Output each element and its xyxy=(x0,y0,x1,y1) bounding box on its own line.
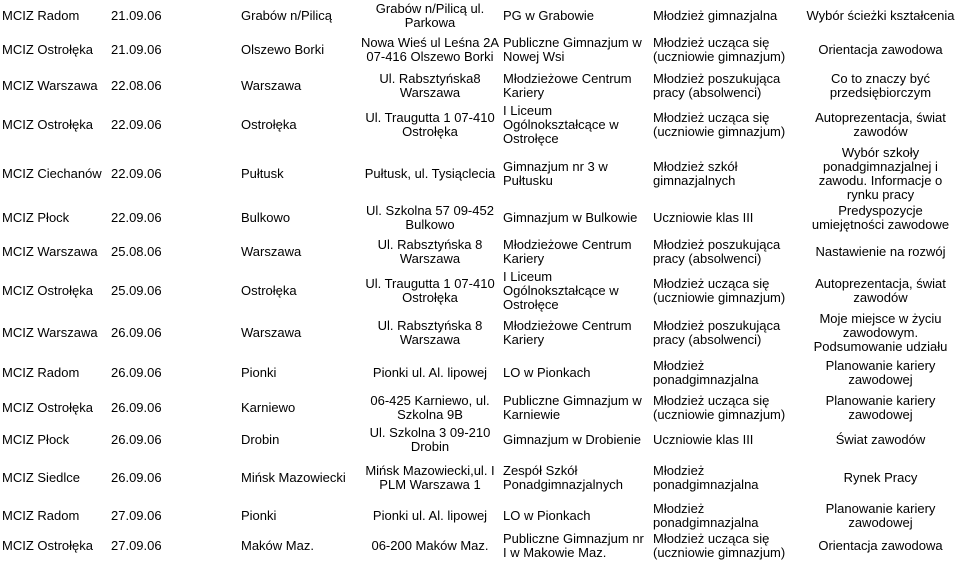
school-cell: Młodzieżowe Centrum Kariery xyxy=(503,318,632,347)
table-row xyxy=(0,146,960,202)
date-cell: 22.08.06 xyxy=(111,77,162,93)
organizer-cell: MCIZ Ciechanów xyxy=(2,166,102,181)
address-cell: Ul. Traugutta 1 07-410 Ostrołęka xyxy=(365,276,495,305)
address-cell: Ul. Rabsztyńska8 Warszawa xyxy=(379,70,481,100)
address-cell: Pułtusk, ul. Tysiąclecia xyxy=(364,166,496,181)
school-cell: Gimnazjum nr 3 w Pułtusku xyxy=(503,159,608,188)
organizer-cell: MCIZ Warszawa xyxy=(2,77,98,93)
group-cell: Młodzież ponadgimnazjalna xyxy=(653,358,759,387)
group-cell: Młodzież ponadgimnazjalna xyxy=(653,501,759,530)
school-cell: PG w Grabowie xyxy=(503,8,595,23)
date-cell: 22.09.06 xyxy=(111,166,162,181)
date-cell: 26.09.06 xyxy=(111,470,162,485)
group-cell: Młodzież ucząca się (uczniowie gimnazjum) xyxy=(653,532,786,560)
table-row xyxy=(0,354,960,392)
table-row xyxy=(0,312,960,354)
group-cell: Młodzież poszukująca pracy (absolwenci) xyxy=(653,70,781,100)
organizer-cell: MCIZ Radom xyxy=(2,8,80,23)
topic-cell: Planowanie kariery zawodowej xyxy=(825,393,936,422)
address-cell: Ul. Rabsztyńska 8 Warszawa xyxy=(377,236,483,266)
group-cell: Młodzież ponadgimnazjalna xyxy=(653,463,759,492)
school-cell: Młodzieżowe Centrum Kariery xyxy=(503,236,632,266)
school-cell: Gimnazjum w Bulkowie xyxy=(503,209,638,225)
town-cell: Bulkowo xyxy=(241,209,291,225)
town-cell: Warszawa xyxy=(241,243,302,259)
organizer-cell: MCIZ Ostrołęka xyxy=(2,117,94,132)
address-cell: Pionki ul. Al. lipowej xyxy=(372,508,488,523)
address-cell: Ul. Szkolna 3 09-210 Drobin xyxy=(369,425,491,454)
school-cell: Publiczne Gimnazjum w Karniewie xyxy=(503,393,642,422)
table-row xyxy=(0,532,960,560)
topic-cell: Świat zawodów xyxy=(835,432,926,447)
date-cell: 21.09.06 xyxy=(111,8,162,23)
organizer-cell: MCIZ Ostrołęka xyxy=(2,538,94,553)
topic-cell: Predyspozycje umiejętności zawodowe xyxy=(811,202,950,232)
organizer-cell: MCIZ Radom xyxy=(2,508,80,523)
school-cell: Publiczne Gimnazjum w Nowej Wsi xyxy=(503,34,642,64)
topic-cell: Wybór ścieżki kształcenia xyxy=(806,8,955,23)
town-cell: Ostrołęka xyxy=(241,283,297,298)
organizer-cell: MCIZ Ostrołęka xyxy=(2,400,94,415)
address-cell: Nowa Wieś ul Leśna 2A 07-416 Olszewo Borki xyxy=(361,34,500,64)
topic-cell: Planowanie kariery zawodowej xyxy=(825,501,936,530)
group-cell: Młodzież ucząca się (uczniowie gimnazjum) xyxy=(653,34,786,64)
address-cell: 06-425 Karniewo, ul. Szkolna 9B xyxy=(370,393,490,422)
topic-cell: Planowanie kariery zawodowej xyxy=(825,358,936,387)
table-row xyxy=(0,0,960,32)
topic-cell: Orientacja zawodowa xyxy=(818,41,943,57)
school-cell: Młodzieżowe Centrum Kariery xyxy=(503,70,632,100)
town-cell: Maków Maz. xyxy=(241,538,314,553)
group-cell: Młodzież ucząca się (uczniowie gimnazjum) xyxy=(653,110,786,139)
group-cell: Młodzież ucząca się (uczniowie gimnazjum) xyxy=(653,276,786,305)
date-cell: 22.09.06 xyxy=(111,117,162,132)
school-cell: Publiczne Gimnazjum nr I w Makowie Maz. xyxy=(503,532,644,560)
table-row xyxy=(0,202,960,233)
town-cell: Pionki xyxy=(241,508,277,523)
school-cell: LO w Pionkach xyxy=(503,508,591,523)
address-cell: Ul. Rabsztyńska 8 Warszawa xyxy=(377,318,483,347)
address-cell: Grabów n/Pilicą ul. Parkowa xyxy=(375,1,485,30)
organizer-cell: MCIZ Siedlce xyxy=(2,470,81,485)
organizer-cell: MCIZ Ostrołęka xyxy=(2,41,94,57)
address-cell: Ul. Szkolna 57 09-452 Bulkowo xyxy=(366,202,494,232)
date-cell: 27.09.06 xyxy=(111,508,162,523)
date-cell: 21.09.06 xyxy=(111,41,162,57)
date-cell: 26.09.06 xyxy=(111,400,162,415)
town-cell: Ostrołęka xyxy=(241,117,297,132)
organizer-cell: MCIZ Radom xyxy=(2,365,80,380)
date-cell: 25.08.06 xyxy=(111,243,162,259)
group-cell: Uczniowie klas III xyxy=(653,209,754,225)
topic-cell: Rynek Pracy xyxy=(843,470,918,485)
address-cell: Ul. Traugutta 1 07-410 Ostrołęka xyxy=(365,110,495,139)
table-row xyxy=(0,233,960,270)
group-cell: Uczniowie klas III xyxy=(653,432,754,447)
address-cell: Pionki ul. Al. lipowej xyxy=(372,365,488,380)
date-cell: 22.09.06 xyxy=(111,209,162,225)
town-cell: Drobin xyxy=(241,432,280,447)
town-cell: Karniewo xyxy=(241,400,296,415)
organizer-cell: MCIZ Warszawa xyxy=(2,243,98,259)
town-cell: Pułtusk xyxy=(241,166,284,181)
school-cell: Zespół Szkół Ponadgimnazjalnych xyxy=(503,463,623,492)
topic-cell: Nastawienie na rozwój xyxy=(815,243,946,259)
table-row xyxy=(0,104,960,146)
topic-cell: Autoprezentacja, świat zawodów xyxy=(815,276,946,305)
town-cell: Mińsk Mazowiecki xyxy=(241,470,346,485)
group-cell: Młodzież gimnazjalna xyxy=(653,8,778,23)
town-cell: Warszawa xyxy=(241,325,302,340)
school-cell: I Liceum Ogólnokształcące w Ostrołęce xyxy=(503,270,619,312)
town-cell: Olszewo Borki xyxy=(241,41,325,57)
table-row xyxy=(0,392,960,424)
organizer-cell: MCIZ Płock xyxy=(2,209,70,225)
town-cell: Grabów n/Pilicą xyxy=(241,8,333,23)
date-cell: 26.09.06 xyxy=(111,365,162,380)
group-cell: Młodzież poszukująca pracy (absolwenci) xyxy=(653,236,781,266)
table-row xyxy=(0,456,960,500)
date-cell: 27.09.06 xyxy=(111,538,162,553)
date-cell: 26.09.06 xyxy=(111,325,162,340)
topic-cell: Wybór szkoły ponadgimnazjalnej i zawodu. Informacje o rynku pracy xyxy=(818,146,943,202)
school-cell: LO w Pionkach xyxy=(503,365,591,380)
address-cell: Mińsk Mazowiecki,ul. I PLM Warszawa 1 xyxy=(365,463,495,492)
table-row xyxy=(0,270,960,312)
organizer-cell: MCIZ Płock xyxy=(2,432,70,447)
organizer-cell: MCIZ Ostrołęka xyxy=(2,283,94,298)
topic-cell: Autoprezentacja, świat zawodów xyxy=(815,110,946,139)
organizer-cell: MCIZ Warszawa xyxy=(2,325,98,340)
town-cell: Pionki xyxy=(241,365,277,380)
date-cell: 25.09.06 xyxy=(111,283,162,298)
group-cell: Młodzież ucząca się (uczniowie gimnazjum) xyxy=(653,393,786,422)
group-cell: Młodzież poszukująca pracy (absolwenci) xyxy=(653,318,781,347)
table-row xyxy=(0,67,960,104)
table-row xyxy=(0,424,960,456)
school-cell: Gimnazjum w Drobienie xyxy=(503,432,641,447)
school-cell: I Liceum Ogólnokształcące w Ostrołęce xyxy=(503,104,619,146)
table-row xyxy=(0,32,960,67)
town-cell: Warszawa xyxy=(241,77,302,93)
address-cell: 06-200 Maków Maz. xyxy=(371,538,489,553)
topic-cell: Co to znaczy być przedsiębiorczym xyxy=(829,70,932,100)
topic-cell: Orientacja zawodowa xyxy=(818,538,943,553)
table-row xyxy=(0,500,960,532)
group-cell: Młodzież szkół gimnazjalnych xyxy=(653,159,738,188)
topic-cell: Moje miejsce w życiu zawodowym. Podsumowanie udziału xyxy=(813,312,948,354)
date-cell: 26.09.06 xyxy=(111,432,162,447)
